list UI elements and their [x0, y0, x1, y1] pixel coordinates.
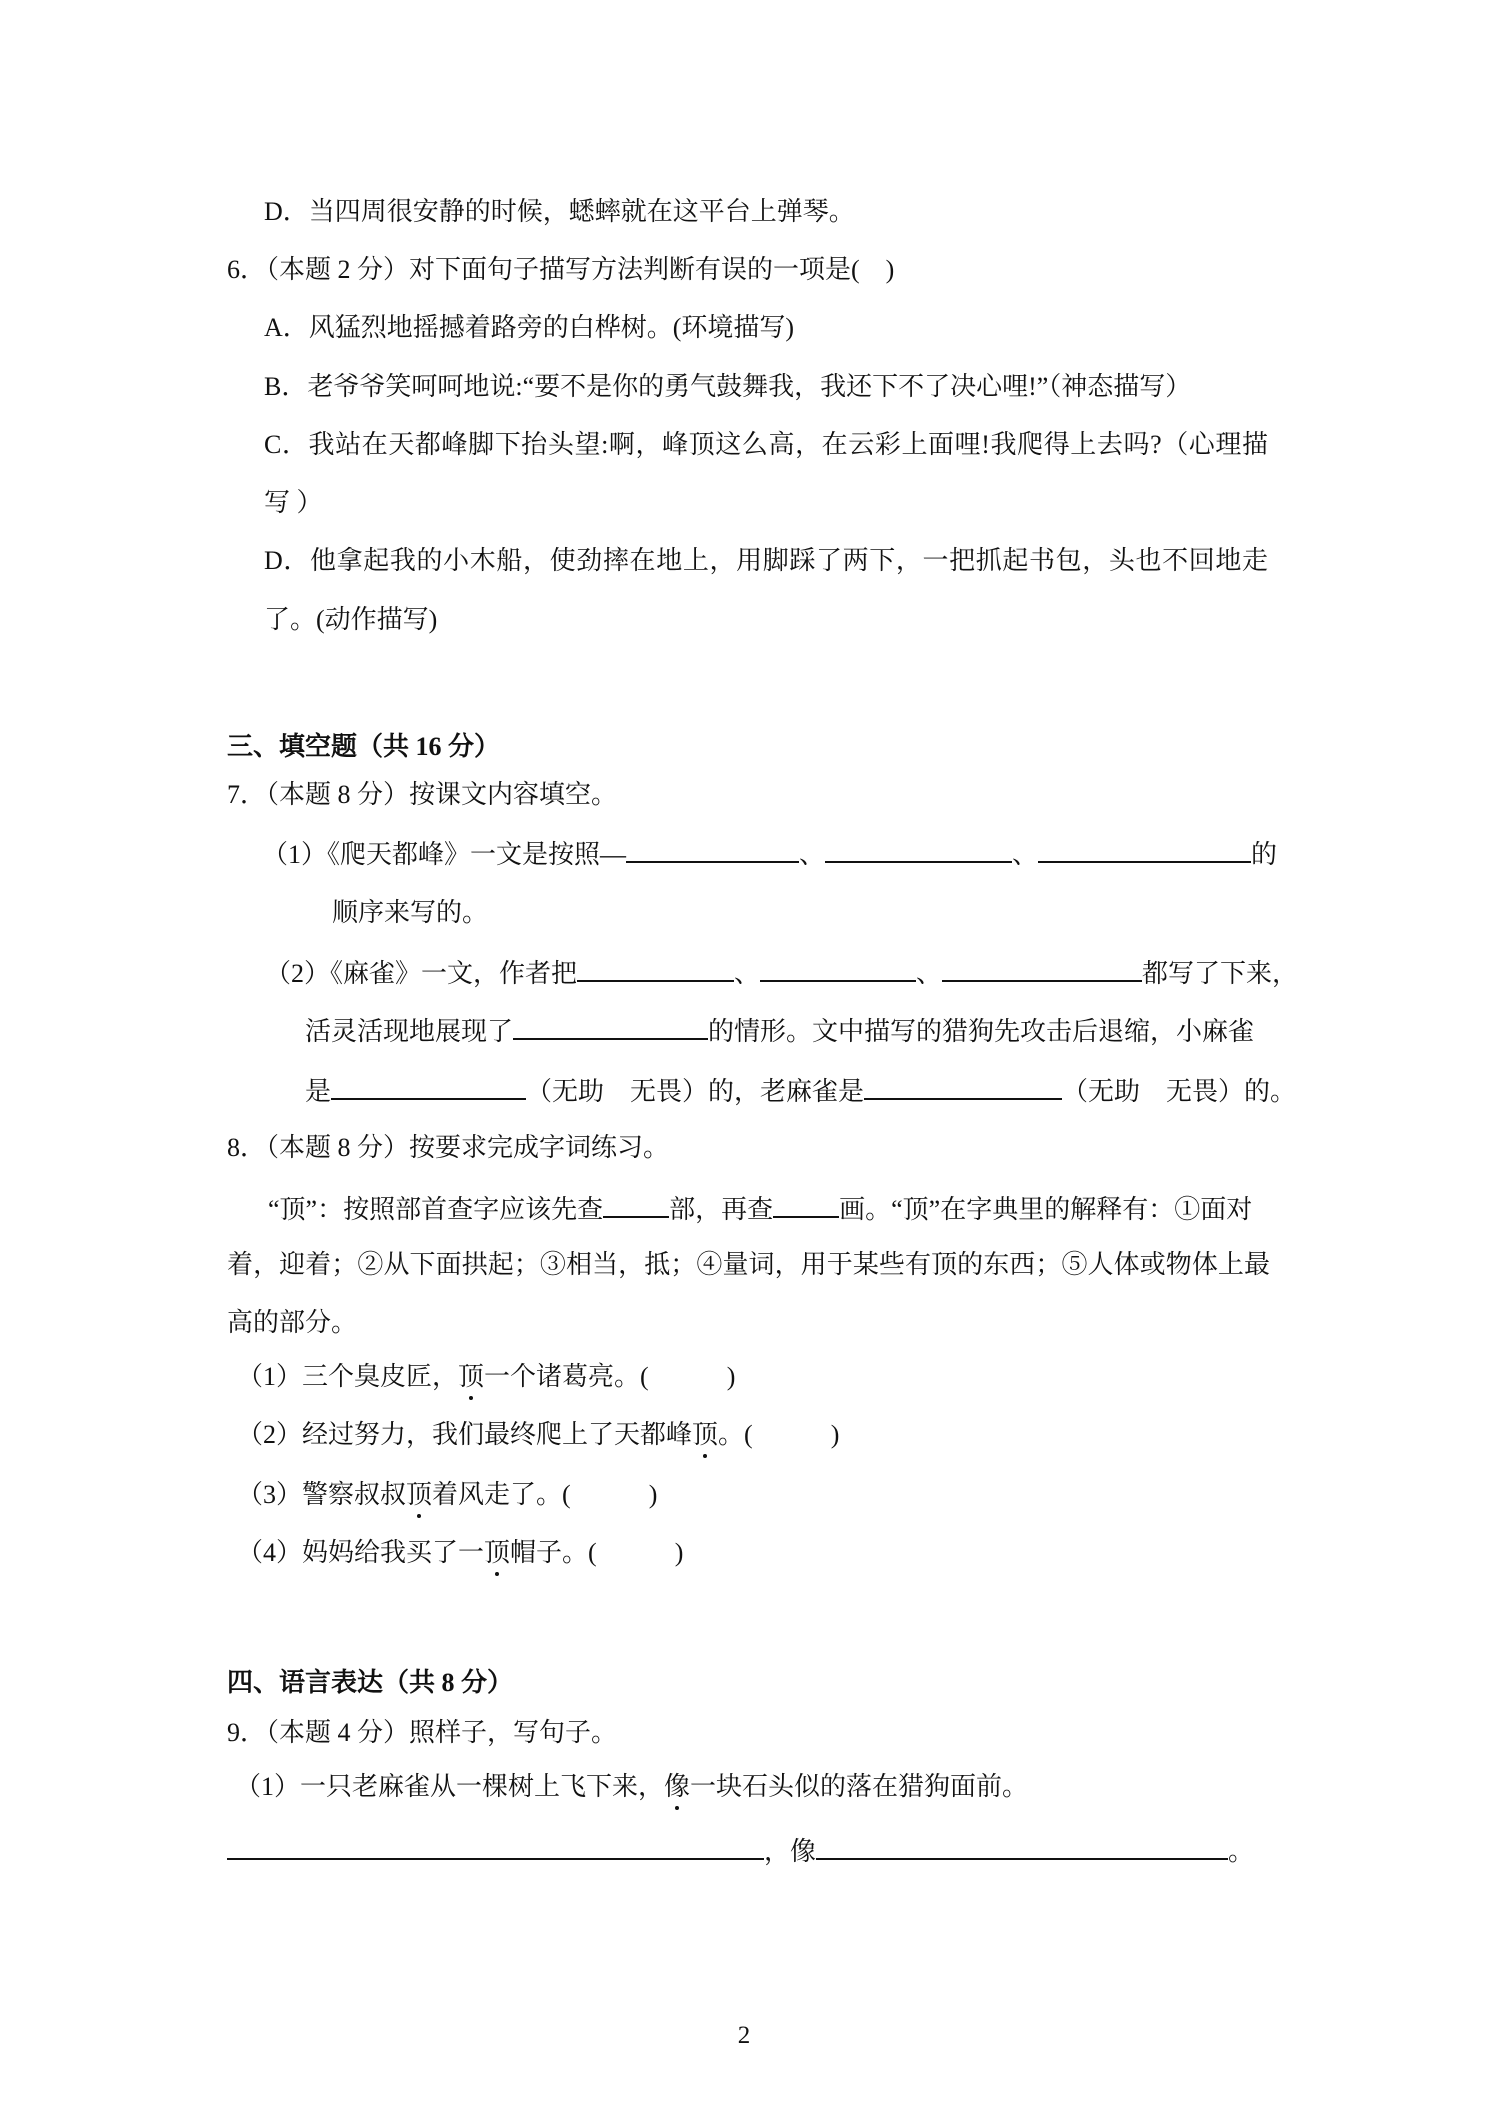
blank — [331, 1072, 526, 1100]
q8-item-text: 。 — [718, 1420, 745, 1449]
q6-option-d-line1: D．他拿起我的小木船，使劲摔在地上，用脚踩了两下，一把抓起书包，头也不回地走 — [264, 546, 1268, 575]
q7-part1-suffix: 的 — [1251, 840, 1278, 869]
blank — [760, 954, 916, 982]
separator: 、 — [916, 959, 943, 988]
q8-item-2 — [237, 1417, 839, 1453]
q8-item-text: 着风走了。 — [432, 1480, 563, 1509]
answer-parentheses: ( ) — [562, 1480, 658, 1509]
q7-part2-line2 — [305, 1012, 1254, 1048]
blank — [626, 835, 799, 863]
q7-part1-prefix: （1）《爬天都峰》一文是按照— — [262, 840, 627, 869]
separator: 、 — [1012, 840, 1039, 869]
q7-part2-line3-suffix: （无助 无畏）的。 — [1062, 1077, 1297, 1106]
q7-part2-line3-prefix: 是 — [305, 1077, 332, 1106]
q8-intro-line1 — [268, 1190, 1252, 1226]
page-number: 2 — [737, 2022, 751, 2049]
q6-option-c-line1: C．我站在天都峰脚下抬头望:啊，峰顶这么高，在云彩上面哩!我爬得上去吗?（心理描 — [264, 430, 1268, 459]
q6-option-d-line2: 了。(动作描写) — [264, 605, 438, 634]
blank — [773, 1190, 839, 1218]
q9-answer-end: 。 — [1228, 1837, 1255, 1866]
blank — [603, 1190, 669, 1218]
blank — [942, 954, 1142, 982]
q8-item-text: （1）三个臭皮匠， — [237, 1362, 459, 1391]
separator: 、 — [734, 959, 761, 988]
q7-part2-line3 — [305, 1072, 1296, 1108]
emphasized-char: 顶 — [484, 1535, 510, 1571]
q9-example-text: 一块石头似的落在猎狗面前。 — [690, 1772, 1029, 1801]
q9-example-text: （1）一只老麻雀从一棵树上飞下来， — [235, 1772, 665, 1801]
q6-option-a: A．风猛烈地摇撼着路旁的白桦树。(环境描写) — [264, 313, 795, 342]
q5-option-d: D．当四周很安静的时候，蟋蟀就在这平台上弹琴。 — [264, 197, 855, 226]
emphasized-char: 顶 — [406, 1477, 432, 1513]
q8-intro-middle: 部，再查 — [669, 1195, 774, 1224]
q8-intro-prefix: “顶”：按照部首查字应该先查 — [268, 1195, 604, 1224]
blank — [227, 1832, 764, 1860]
blank — [1038, 835, 1251, 863]
q7-part1-line1 — [262, 835, 1277, 871]
blank — [513, 1012, 708, 1040]
q9-example — [235, 1769, 1028, 1805]
q7-part2-line1-prefix: （2）《麻雀》一文，作者把 — [265, 959, 578, 988]
emphasized-char: 顶 — [692, 1417, 718, 1453]
q7-stem: 7．（本题 8 分）按课文内容填空。 — [227, 780, 618, 809]
blank — [864, 1072, 1062, 1100]
q8-intro-line3: 高的部分。 — [227, 1308, 358, 1337]
q8-intro-suffix: 画。“顶”在字典里的解释有：①面对 — [839, 1195, 1253, 1224]
emphasized-char: 像 — [664, 1769, 690, 1805]
separator: 、 — [799, 840, 826, 869]
q8-item-text: （3）警察叔叔 — [237, 1480, 407, 1509]
q9-answer-line — [227, 1832, 1254, 1868]
answer-parentheses: ( ) — [640, 1362, 736, 1391]
q8-item-text: （4）妈妈给我买了一 — [237, 1538, 485, 1567]
q8-item-4 — [237, 1535, 683, 1571]
q6-stem: 6．（本题 2 分）对下面句子描写方法判断有误的一项是( ) — [227, 255, 895, 284]
q9-stem: 9．（本题 4 分）照样子，写句子。 — [227, 1718, 618, 1747]
q6-option-b: B．老爷爷笑呵呵地说:“要不是你的勇气鼓舞我，我还下不了决心哩!”（神态描写） — [264, 372, 1192, 401]
q8-item-text: 帽子。 — [510, 1538, 589, 1567]
q9-answer-middle: ，像 — [764, 1837, 817, 1866]
q8-item-1 — [237, 1359, 735, 1395]
q7-part2-line1 — [265, 954, 1298, 990]
q7-part2-line2-prefix: 活灵活现地展现了 — [305, 1017, 514, 1046]
q8-stem: 8．（本题 8 分）按要求完成字词练习。 — [227, 1133, 670, 1162]
q7-part1-line2: 顺序来写的。 — [332, 898, 489, 927]
q8-item-text: 一个诸葛亮。 — [484, 1362, 641, 1391]
q7-part2-line3-middle: （无助 无畏）的，老麻雀是 — [526, 1077, 865, 1106]
answer-parentheses: ( ) — [588, 1538, 684, 1567]
blank — [816, 1832, 1228, 1860]
answer-parentheses: ( ) — [744, 1420, 840, 1449]
blank — [577, 954, 734, 982]
q8-intro-line2: 着，迎着；②从下面拱起；③相当，抵；④量词，用于某些有顶的东西；⑤人体或物体上最 — [227, 1250, 1270, 1279]
section3-heading: 三、填空题（共 16 分） — [227, 732, 501, 761]
section4-heading: 四、语言表达（共 8 分） — [227, 1668, 514, 1697]
q7-part2-line2-suffix: 的情形。文中描写的猎狗先攻击后退缩，小麻雀 — [708, 1017, 1255, 1046]
blank — [825, 835, 1012, 863]
q7-part2-line1-suffix: 都写了下来， — [1142, 959, 1299, 988]
q6-option-c-line2: 写 ） — [264, 488, 323, 517]
emphasized-char: 顶 — [458, 1359, 484, 1395]
q8-item-text: （2）经过努力，我们最终爬上了天都峰 — [237, 1420, 693, 1449]
q8-item-3 — [237, 1477, 657, 1513]
